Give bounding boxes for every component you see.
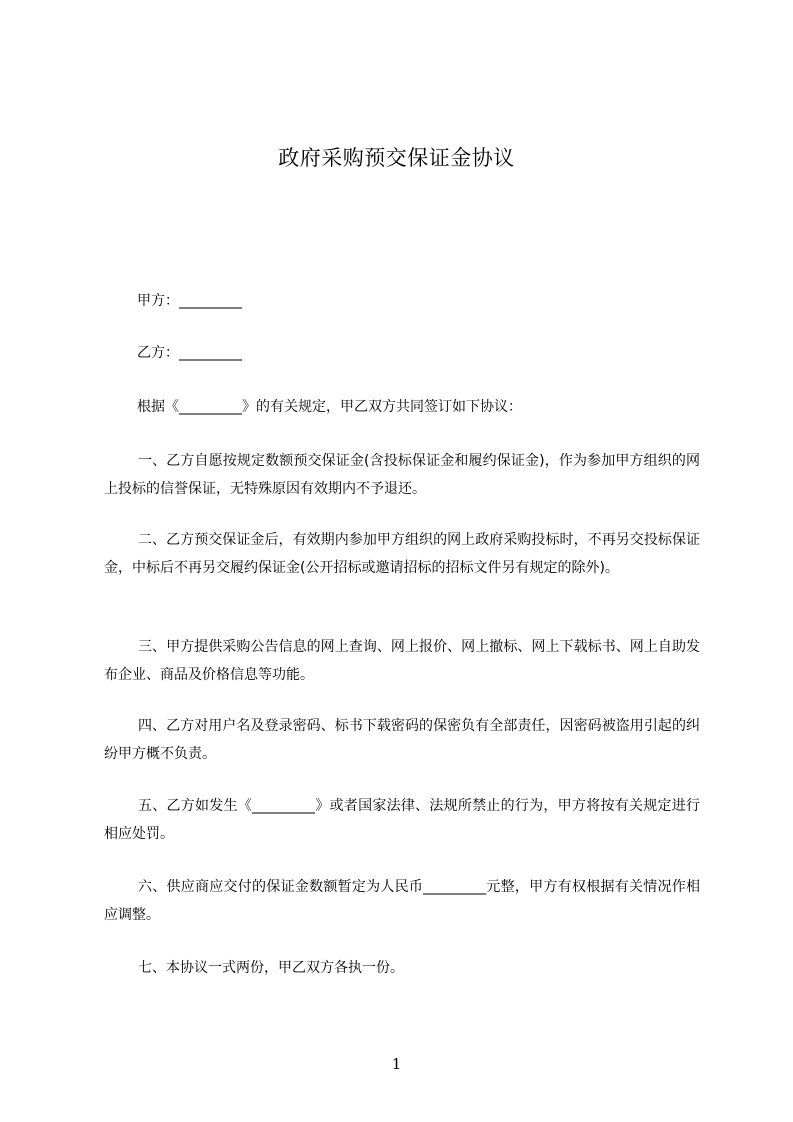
clause-1: 一、乙方自愿按规定数额预交保证金(含投标保证金和履约保证金)，作为参加甲方组织的网上投标的信誉保证，无特殊原因有效期内不予退还。	[104, 453, 700, 497]
clause-4: 四、乙方对用户名及登录密码、标书下载密码的保密负有全部责任，因密码被盗用引起的纠纷甲方概不负责。	[104, 718, 700, 762]
preamble: 根据《_________》的有关规定，甲乙双方共同签订如下协议：	[137, 399, 522, 415]
clause-2: 二、乙方预交保证金后，有效期内参加甲方组织的网上政府采购投标时，不再另交投标保证金，中标后不再另交履约保证金(公开招标或邀请招标的招标文件另有规定的除外)。	[104, 532, 700, 576]
clause-3: 三、甲方提供采购公告信息的网上查询、网上报价、网上撤标、网上下载标书、网上自助发布企业、商品及价格信息等功能。	[104, 639, 700, 683]
page-number: 1	[391, 1055, 402, 1073]
document-title: 政府采购预交保证金协议	[278, 146, 515, 170]
party-b-line: 乙方：_________	[137, 345, 242, 361]
clause-6: 六、供应商应交付的保证金数额暂定为人民币_________元整，甲方有权根据有关情况作相应调整。	[104, 879, 700, 923]
party-a-line: 甲方：_________	[137, 293, 242, 309]
clause-7: 七、本协议一式两份，甲乙双方各执一份。	[138, 960, 404, 976]
clause-5: 五、乙方如发生《_________》或者国家法律、法规所禁止的行为，甲方将按有关规定进行相应处罚。	[104, 798, 700, 842]
